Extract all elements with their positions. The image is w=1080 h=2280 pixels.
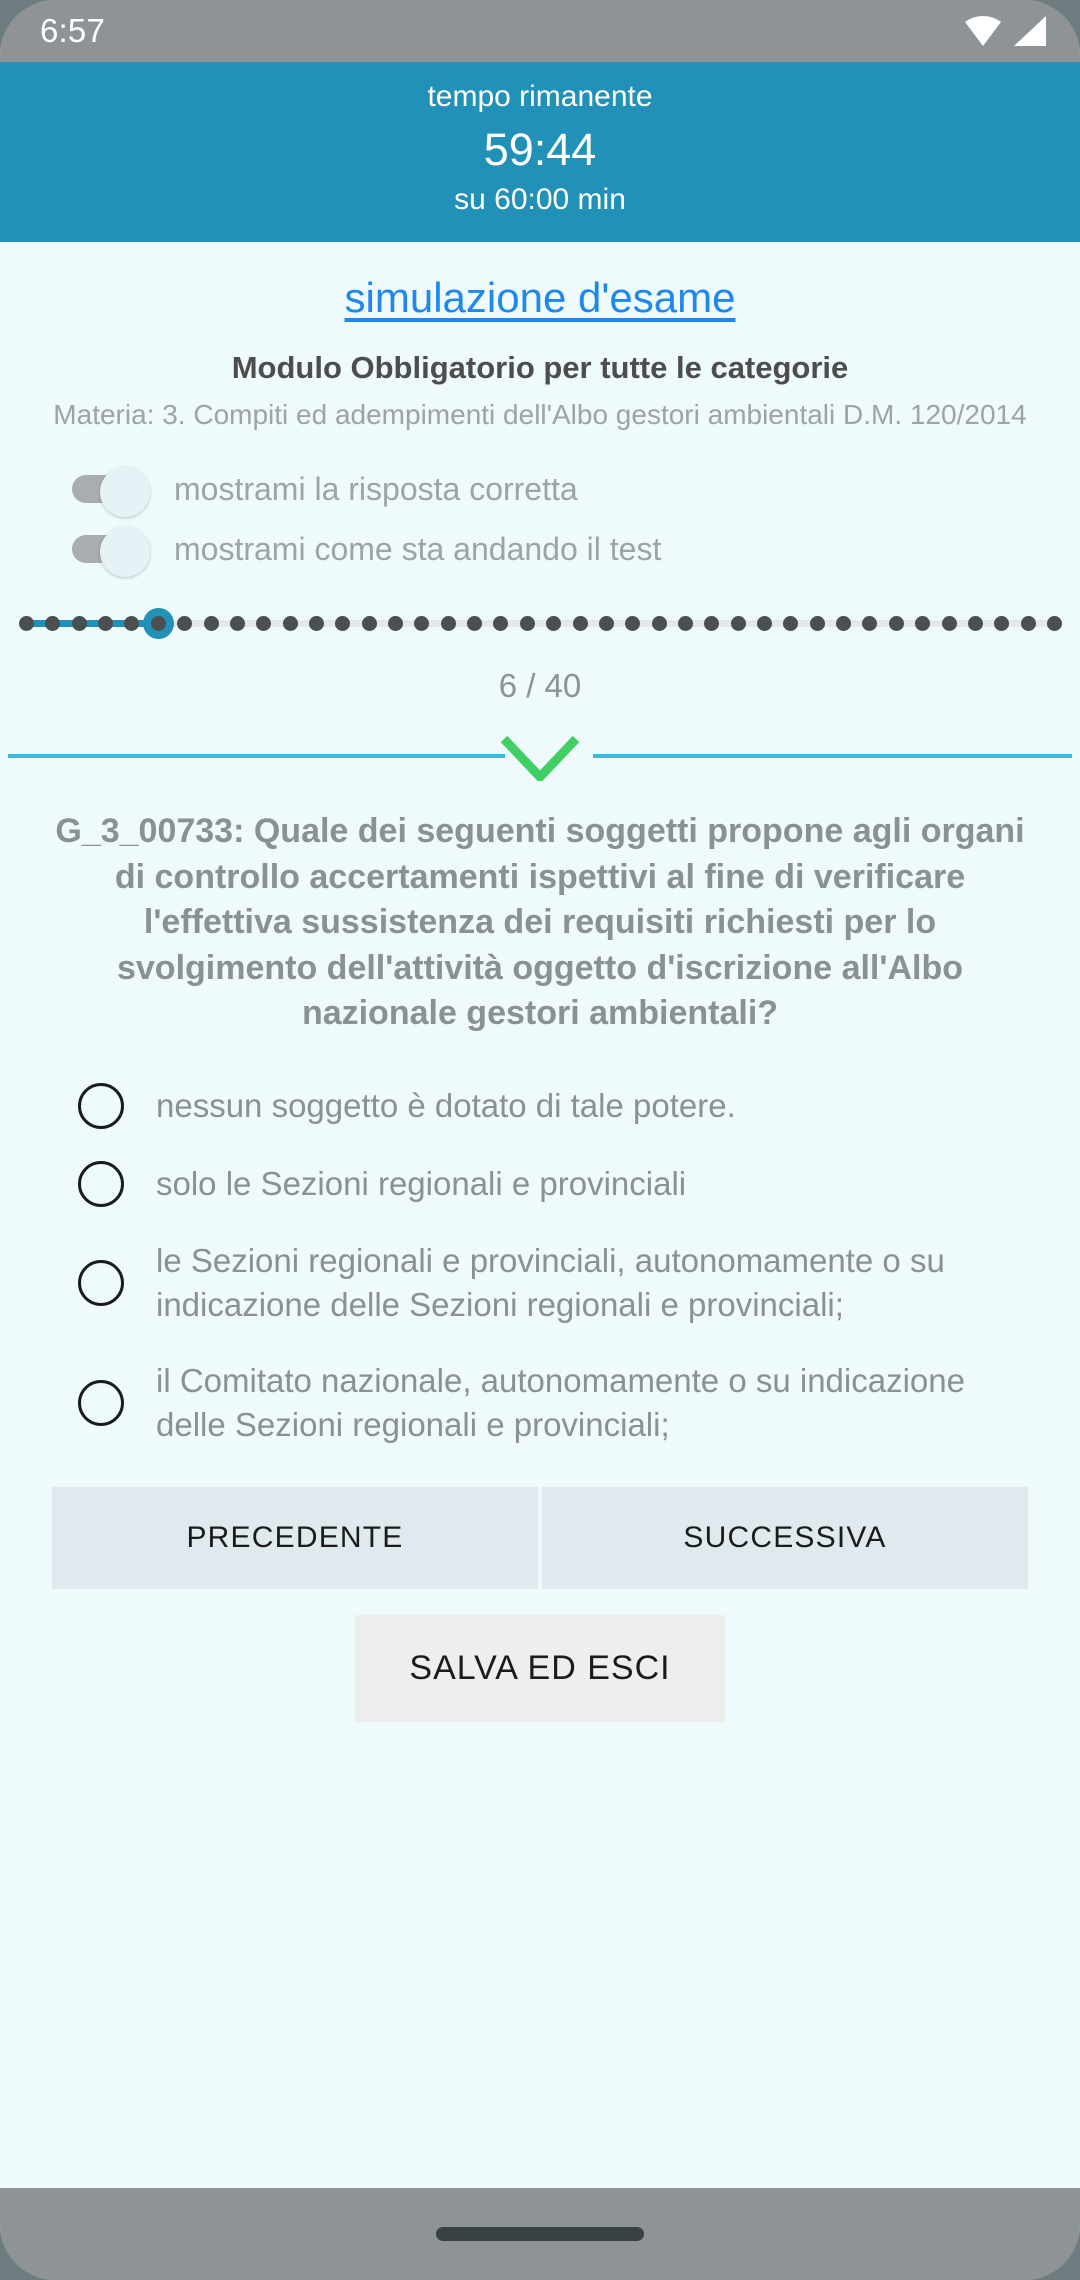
toggle-switch-show-correct-answer[interactable] [72,467,150,511]
slider-dot[interactable] [968,616,983,631]
slider-dot[interactable] [309,616,324,631]
timer-remaining: 59:44 [483,123,597,175]
slider-dot[interactable] [757,616,772,631]
slider-dot[interactable] [283,616,298,631]
next-question-button[interactable]: SUCCESSIVA [542,1487,1028,1589]
radio-button-icon[interactable] [78,1161,124,1207]
answer-options-list [0,1067,1080,1463]
question-progress-slider[interactable] [26,601,1054,645]
toggle-label-show-correct-answer: mostrami la risposta corretta [174,470,578,507]
slider-dot[interactable] [98,616,113,631]
slider-dot[interactable] [836,616,851,631]
home-indicator[interactable] [436,2227,644,2241]
timer-total: su 60:00 min [454,182,626,216]
answer-option-label: il Comitato nazionale, autonomamente o su indicazione delle Sezioni regionali e provinciali; [156,1361,965,1443]
slider-dot[interactable] [177,616,192,631]
slider-dot[interactable] [414,616,429,631]
divider-line-right [593,754,1072,758]
slider-dot[interactable] [994,616,1009,631]
toggle-row-show-test-progress[interactable] [0,519,1080,579]
slider-dot[interactable] [204,616,219,631]
slider-dot[interactable] [124,616,139,631]
slider-dot[interactable] [19,616,34,631]
slider-dot[interactable] [678,616,693,631]
answer-option-label: nessun soggetto è dotato di tale potere. [156,1087,736,1125]
question-counter: 6 / 40 [498,667,582,705]
previous-question-button[interactable]: PRECEDENTE [52,1487,538,1589]
answer-option-label: solo le Sezioni regionali e provinciali [156,1165,687,1203]
navigation-buttons [52,1487,1028,1589]
slider-dot[interactable] [388,616,403,631]
answer-option-1[interactable] [0,1067,1080,1145]
settings-toggle-list [0,459,1080,579]
status-bar-icons [965,16,1046,46]
slider-dot[interactable] [862,616,877,631]
radio-button-icon[interactable] [78,1380,124,1426]
slider-dot[interactable] [731,616,746,631]
slider-dot[interactable] [1047,616,1062,631]
toggle-label-show-test-progress: mostrami come sta andando il test [174,530,662,567]
slider-dot[interactable] [256,616,271,631]
slider-dot[interactable] [45,616,60,631]
answer-option-3[interactable] [0,1223,1080,1343]
status-bar [0,0,1080,62]
radio-button-icon[interactable] [78,1260,124,1306]
slider-dot[interactable] [546,616,561,631]
slider-dot[interactable] [493,616,508,631]
slider-dot[interactable] [72,616,87,631]
answer-option-4[interactable] [0,1343,1080,1463]
radio-button-icon[interactable] [78,1083,124,1129]
slider-dot[interactable] [599,616,614,631]
timer-header [0,62,1080,242]
slider-dot[interactable] [467,616,482,631]
slider-dot[interactable] [573,616,588,631]
save-and-exit-button[interactable]: SALVA ED ESCI [355,1615,724,1722]
section-divider [0,729,1080,781]
exam-simulation-link[interactable]: simulazione d'esame [344,273,736,321]
chevron-down-icon [498,735,582,781]
divider-line-left [8,754,505,758]
question-text: G_3_00733: Quale dei seguenti soggetti propone agli organi di controllo accertamenti ispettivi al fine di verificare l'effettiva sussistenza dei requisiti richiesti per lo svolgimento dell'attività oggetto d'iscrizione all'Albo nazionale gestori ambientali? [55,812,1025,1033]
slider-dot[interactable] [625,616,640,631]
slider-dot[interactable] [889,616,904,631]
answer-option-2[interactable] [0,1145,1080,1223]
system-navigation-bar [0,2188,1080,2280]
slider-dot[interactable] [335,616,350,631]
slider-dot[interactable] [1021,616,1036,631]
status-bar-clock: 6:57 [40,12,106,49]
answer-option-label: le Sezioni regionali e provinciali, autonomamente o su indicazione delle Sezioni regionali e provinciali; [156,1242,945,1323]
save-exit-row [0,1615,1080,1722]
toggle-thumb [100,467,150,517]
slider-dot[interactable] [810,616,825,631]
slider-dot[interactable] [942,616,957,631]
wifi-icon [965,16,1001,46]
slider-dot[interactable] [783,616,798,631]
slider-dot[interactable] [704,616,719,631]
slider-thumb[interactable] [143,608,174,639]
module-title: Modulo Obbligatorio per tutte le categorie [231,349,849,385]
slider-dot[interactable] [441,616,456,631]
timer-label: tempo rimanente [427,80,653,113]
slider-dot[interactable] [652,616,667,631]
slider-dot[interactable] [230,616,245,631]
slider-dot[interactable] [520,616,535,631]
toggle-row-show-correct-answer[interactable] [0,459,1080,519]
slider-dot[interactable] [362,616,377,631]
toggle-switch-show-test-progress[interactable] [72,527,150,571]
toggle-thumb [100,527,150,577]
signal-icon [1012,16,1046,46]
slider-dot[interactable] [915,616,930,631]
main-content [0,274,1080,1722]
subject-line: Materia: 3. Compiti ed adempimenti dell'Albo gestori ambientali D.M. 120/2014 [53,398,1027,430]
